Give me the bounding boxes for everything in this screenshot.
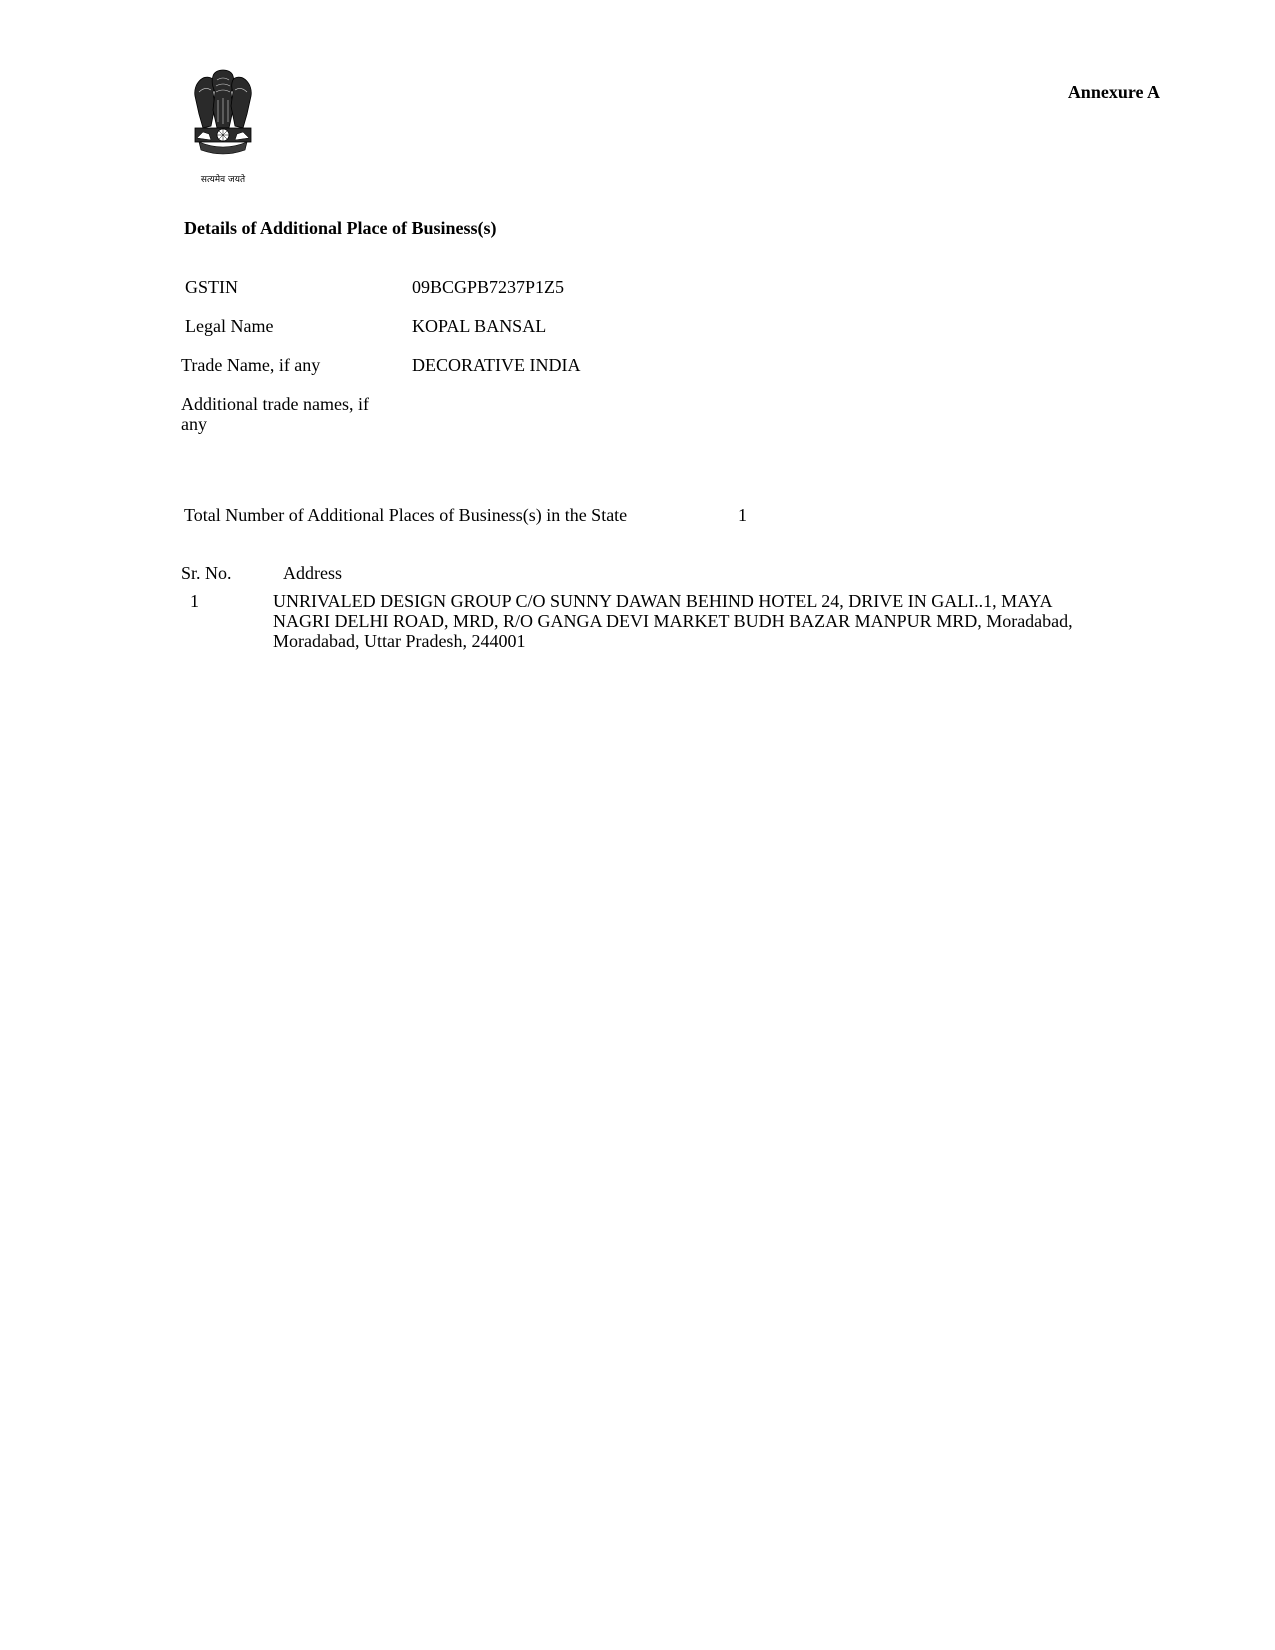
trade-name-value: DECORATIVE INDIA: [412, 355, 581, 375]
gstin-label: GSTIN: [185, 277, 238, 297]
state-emblem-of-india-icon: [185, 66, 261, 170]
table-row-address: UNRIVALED DESIGN GROUP C/O SUNNY DAWAN BEHIND HOTEL 24, DRIVE IN GALI..1, MAYA NAGRI DELHI ROAD, MRD, R/O GANGA DEVI MARKET BUDH BAZAR MANPUR MRD, Moradabad, Moradabad, Uttar Pradesh, 244001: [273, 591, 1073, 651]
state-emblem: [185, 66, 261, 186]
total-places-value: 1: [738, 505, 747, 525]
trade-name-label: Trade Name, if any: [181, 355, 321, 375]
sr-no-header: Sr. No.: [181, 563, 232, 583]
gstin-value: 09BCGPB7237P1Z5: [412, 277, 565, 297]
annexure-title: Annexure A: [1067, 82, 1160, 102]
additional-trade-names-label: Additional trade names, if any: [181, 394, 369, 434]
page-title: Details of Additional Place of Business(s): [184, 218, 497, 238]
table-row-sr-no: 1: [190, 591, 199, 611]
address-header: Address: [283, 563, 342, 583]
total-places-label: Total Number of Additional Places of Business(s) in the State: [184, 505, 628, 525]
legal-name-value: KOPAL BANSAL: [412, 316, 547, 336]
emblem-motto: सत्यमेव जयते: [200, 175, 246, 185]
legal-name-label: Legal Name: [185, 316, 274, 336]
